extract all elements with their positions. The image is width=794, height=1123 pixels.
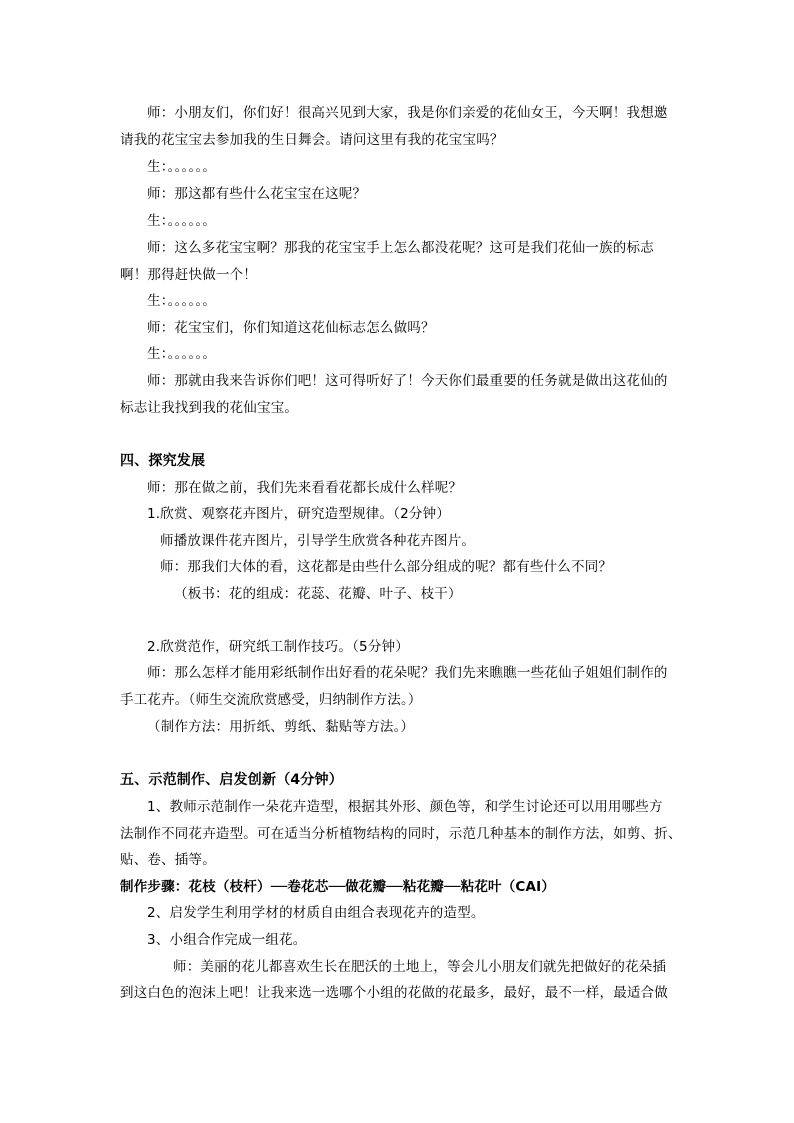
section-heading: 四、探究发展 (120, 453, 206, 469)
dialogue-line: 生：。。。。。。 (147, 346, 217, 362)
paragraph-line: 师：美丽的花儿都喜欢生长在肥沃的土地上，等会儿小朋友们就先把做好的花朵插 (173, 959, 667, 975)
paragraph-line: 法制作不同花卉造型。可在适当分析植物结构的同时，示范几种基本的制作方法，如剪、折、 (120, 826, 682, 842)
paragraph-line: 师播放课件花卉图片，引导学生欣赏各种花卉图片。 (160, 533, 476, 549)
paragraph-line: 师：那在做之前，我们先来看看花都长成什么样呢？ (147, 480, 463, 496)
dialogue-line: 师：这么多花宝宝啊？那我的花宝宝手上怎么都没花呢？这可是我们花仙一族的标志 (147, 240, 654, 256)
paragraph-line: （板书：花的组成：花蕊、花瓣、叶子、枝干） (174, 586, 462, 602)
paragraph-line: 2.欣赏范作，研究纸工制作技巧。（5分钟） (147, 639, 409, 655)
steps-line: 制作步骤：花枝（枝杆）──卷花芯──做花瓣──粘花瓣──粘花叶（CAI） (120, 879, 556, 895)
paragraph-line: 到这白色的泡沫上吧！让我来选一选哪个小组的花做的花最多，最好，最不一样，最适合做 (120, 985, 668, 1001)
paragraph-line: 1.欣赏、观察花卉图片，研究造型规律。（2分钟） (147, 506, 451, 522)
paragraph-line: 师：那我们大体的看，这花都是由些什么部分组成的呢？都有些什么不同？ (160, 559, 613, 575)
section-heading: 五、示范制作、启发创新（4分钟） (120, 772, 343, 788)
dialogue-line: 生：。。。。。。 (147, 213, 217, 229)
dialogue-line: 师：那就由我来告诉你们吧！这可得听好了！今天你们最重要的任务就是做出这花仙的 (147, 373, 668, 389)
paragraph-line: 贴、卷、插等。 (120, 852, 216, 868)
dialogue-line: 生：。。。。。。 (147, 293, 217, 309)
dialogue-line: 生：。。。。。。 (147, 159, 217, 175)
dialogue-line: 师：小朋友们，你们好！很高兴见到大家，我是你们亲爱的花仙女王，今天啊！我想邀 (147, 105, 668, 121)
dialogue-line: 啊！那得赶快做一个！ (120, 267, 257, 283)
paragraph-line: 1、教师示范制作一朵花卉造型，根据其外形、颜色等，和学生讨论还可以用用哪些方 (147, 799, 663, 815)
paragraph-line: 2、启发学生利用学材的材质自由组合表现花卉的造型。 (147, 905, 485, 921)
dialogue-line: 师：花宝宝们，你们知道这花仙标志怎么做吗？ (147, 320, 435, 336)
paragraph-line: 师：那么怎样才能用彩纸制作出好看的花朵呢？我们先来瞧瞧一些花仙子姐姐们制作的 (147, 665, 668, 681)
paragraph-line: 3、小组合作完成一组花。 (147, 932, 307, 948)
dialogue-line: 请我的花宝宝去参加我的生日舞会。请问这里有我的花宝宝吗？ (120, 132, 504, 148)
dialogue-line: 师：那这都有些什么花宝宝在这呢？ (147, 186, 367, 202)
paragraph-line: （制作方法：用折纸、剪纸、黏贴等方法。） (147, 719, 415, 735)
paragraph-line: 手工花卉。（师生交流欣赏感受，归纳制作方法。） (120, 692, 422, 708)
dialogue-line: 标志让我找到我的花仙宝宝。 (120, 400, 299, 416)
